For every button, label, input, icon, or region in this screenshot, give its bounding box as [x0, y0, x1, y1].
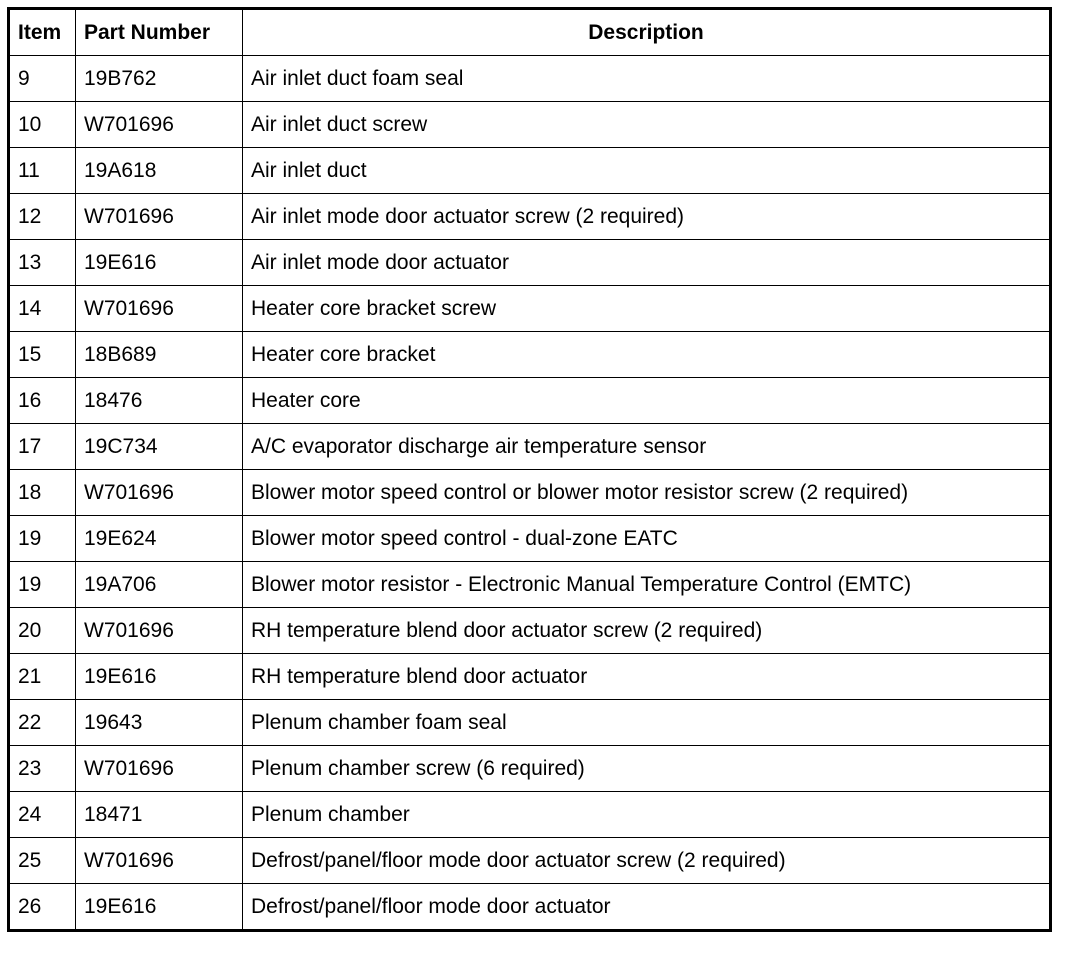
cell-part-number: 19C734	[76, 424, 243, 470]
cell-description: Heater core	[243, 378, 1051, 424]
cell-part-number: 19E616	[76, 654, 243, 700]
cell-part-number: W701696	[76, 608, 243, 654]
cell-description: Plenum chamber foam seal	[243, 700, 1051, 746]
table-row	[9, 792, 1051, 838]
cell-description: Plenum chamber screw (6 required)	[243, 746, 1051, 792]
cell-description: RH temperature blend door actuator screw (2 required)	[243, 608, 1051, 654]
table-body	[9, 56, 1051, 931]
cell-item: 21	[9, 654, 76, 700]
table-row	[9, 608, 1051, 654]
cell-description: Blower motor speed control - dual-zone EATC	[243, 516, 1051, 562]
cell-item: 11	[9, 148, 76, 194]
table-row	[9, 194, 1051, 240]
cell-description: Heater core bracket screw	[243, 286, 1051, 332]
table-row	[9, 148, 1051, 194]
cell-item: 18	[9, 470, 76, 516]
cell-part-number: 19B762	[76, 56, 243, 102]
header-item: Item	[9, 9, 76, 56]
cell-item: 22	[9, 700, 76, 746]
cell-description: Blower motor resistor - Electronic Manual Temperature Control (EMTC)	[243, 562, 1051, 608]
table-row	[9, 286, 1051, 332]
cell-item: 19	[9, 562, 76, 608]
cell-item: 10	[9, 102, 76, 148]
cell-item: 16	[9, 378, 76, 424]
cell-item: 12	[9, 194, 76, 240]
cell-item: 24	[9, 792, 76, 838]
table-row	[9, 424, 1051, 470]
cell-part-number: W701696	[76, 286, 243, 332]
parts-table	[7, 7, 1052, 932]
cell-part-number: 19A618	[76, 148, 243, 194]
cell-description: Defrost/panel/floor mode door actuator screw (2 required)	[243, 838, 1051, 884]
table-row	[9, 654, 1051, 700]
cell-item: 25	[9, 838, 76, 884]
cell-part-number: 19E624	[76, 516, 243, 562]
table-row	[9, 332, 1051, 378]
cell-description: Air inlet mode door actuator	[243, 240, 1051, 286]
cell-item: 17	[9, 424, 76, 470]
cell-part-number: W701696	[76, 102, 243, 148]
cell-description: Air inlet duct foam seal	[243, 56, 1051, 102]
cell-part-number: 18B689	[76, 332, 243, 378]
cell-item: 19	[9, 516, 76, 562]
cell-part-number: W701696	[76, 838, 243, 884]
cell-description: Air inlet duct	[243, 148, 1051, 194]
cell-item: 20	[9, 608, 76, 654]
table-row	[9, 470, 1051, 516]
cell-part-number: W701696	[76, 746, 243, 792]
table-row	[9, 700, 1051, 746]
table-row	[9, 102, 1051, 148]
header-description: Description	[243, 9, 1051, 56]
cell-description: Defrost/panel/floor mode door actuator	[243, 884, 1051, 931]
header-part-number: Part Number	[76, 9, 243, 56]
table-row	[9, 562, 1051, 608]
table-row	[9, 240, 1051, 286]
cell-description: Blower motor speed control or blower motor resistor screw (2 required)	[243, 470, 1051, 516]
cell-part-number: 19E616	[76, 240, 243, 286]
table-row	[9, 378, 1051, 424]
table-row	[9, 838, 1051, 884]
cell-part-number: W701696	[76, 194, 243, 240]
cell-item: 13	[9, 240, 76, 286]
cell-item: 26	[9, 884, 76, 931]
cell-part-number: 18471	[76, 792, 243, 838]
cell-description: Air inlet mode door actuator screw (2 required)	[243, 194, 1051, 240]
cell-description: RH temperature blend door actuator	[243, 654, 1051, 700]
table-row	[9, 56, 1051, 102]
table-row	[9, 884, 1051, 931]
cell-part-number: W701696	[76, 470, 243, 516]
cell-description: Heater core bracket	[243, 332, 1051, 378]
table-row	[9, 746, 1051, 792]
cell-part-number: 19E616	[76, 884, 243, 931]
cell-description: Air inlet duct screw	[243, 102, 1051, 148]
cell-part-number: 19A706	[76, 562, 243, 608]
cell-part-number: 18476	[76, 378, 243, 424]
cell-part-number: 19643	[76, 700, 243, 746]
cell-description: Plenum chamber	[243, 792, 1051, 838]
cell-item: 14	[9, 286, 76, 332]
cell-item: 9	[9, 56, 76, 102]
table-header-row	[9, 9, 1051, 56]
cell-description: A/C evaporator discharge air temperature sensor	[243, 424, 1051, 470]
table-row	[9, 516, 1051, 562]
cell-item: 15	[9, 332, 76, 378]
cell-item: 23	[9, 746, 76, 792]
